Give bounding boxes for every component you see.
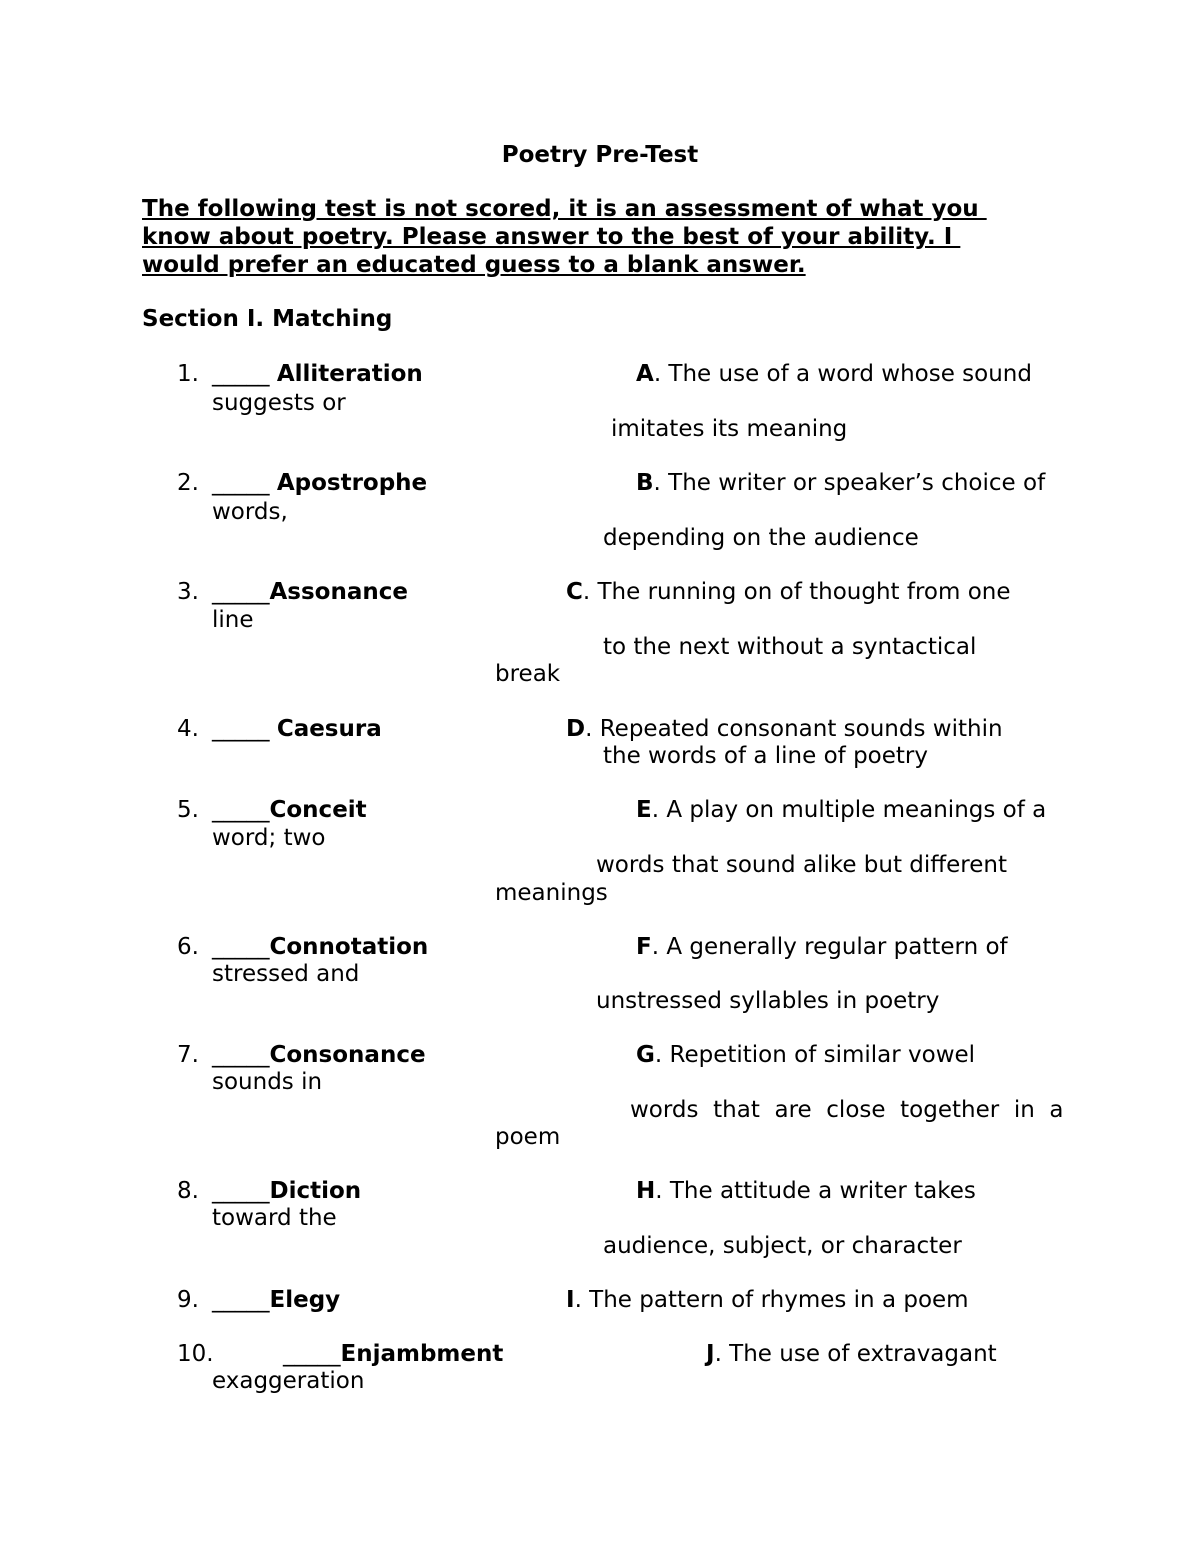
- definition-wrap: words,: [212, 499, 288, 525]
- item-number: 1.: [177, 361, 199, 387]
- definition-text: . A generally regular pattern of: [651, 934, 1008, 960]
- definition-letter: D: [566, 716, 586, 742]
- definition-first-line: [636, 1041, 975, 1069]
- blank-line: _____: [212, 1287, 270, 1313]
- answer-blank[interactable]: [212, 469, 427, 497]
- definition-continuation: the words of a line of poetry: [603, 743, 928, 769]
- definition-letter: E: [636, 797, 652, 823]
- blank-line: _____: [212, 1042, 270, 1068]
- answer-blank[interactable]: [283, 1340, 503, 1368]
- definition-first-line: [636, 1177, 976, 1205]
- item-number: 9.: [177, 1287, 199, 1313]
- answer-blank[interactable]: [212, 1177, 361, 1205]
- definition-first-line: [706, 1340, 997, 1368]
- answer-blank[interactable]: [212, 715, 382, 743]
- definition-text: . The running on of thought from one: [582, 579, 1011, 605]
- intro-line-3: would prefer an educated guess to a blank answer.: [142, 252, 806, 278]
- blank-line: _____: [212, 934, 270, 960]
- answer-blank[interactable]: [212, 933, 428, 961]
- definition-letter: I: [566, 1287, 575, 1313]
- definition-first-line: [566, 715, 1003, 743]
- definition-continuation: poem: [495, 1124, 561, 1150]
- term-label: Consonance: [269, 1042, 426, 1068]
- item-number: 8.: [177, 1178, 199, 1204]
- item-number: 5.: [177, 797, 199, 823]
- definition-continuation: break: [495, 661, 561, 687]
- item-number: 7.: [177, 1042, 199, 1068]
- blank-line: _____: [212, 716, 277, 742]
- term-label: Assonance: [269, 579, 408, 605]
- definition-first-line: [636, 796, 1046, 824]
- term-label: Connotation: [269, 934, 429, 960]
- definition-letter: G: [636, 1042, 655, 1068]
- blank-line: _____: [212, 1178, 270, 1204]
- intro-line-1: The following test is not scored, it is an assessment of what you: [142, 196, 987, 222]
- item-number: 10.: [177, 1341, 214, 1367]
- definition-letter: F: [636, 934, 652, 960]
- definition-continuation: depending on the audience: [603, 525, 919, 551]
- definition-wrap: word; two: [212, 825, 326, 851]
- definition-text: . The use of a word whose sound: [653, 361, 1032, 387]
- definition-wrap: stressed and: [212, 961, 360, 987]
- definition-text: . A play on multiple meanings of a: [651, 797, 1047, 823]
- definition-letter: C: [566, 579, 583, 605]
- blank-line: _____: [212, 579, 270, 605]
- section-heading: Section I. Matching: [142, 306, 393, 332]
- definition-text: . The attitude a writer takes: [655, 1178, 976, 1204]
- page-title: Poetry Pre-Test: [501, 142, 699, 168]
- term-label: Apostrophe: [276, 470, 428, 496]
- intro-line-2: know about poetry. Please answer to the best of your ability. I: [142, 224, 961, 250]
- definition-continuation: meanings: [495, 880, 608, 906]
- term-label: Caesura: [276, 716, 382, 742]
- definition-wrap: sounds in: [212, 1069, 323, 1095]
- definition-wrap: exaggeration: [212, 1368, 365, 1394]
- answer-blank[interactable]: [212, 578, 408, 606]
- definition-continuation: to the next without a syntactical: [603, 634, 977, 660]
- answer-blank[interactable]: [212, 796, 367, 824]
- definition-first-line: [566, 578, 1011, 606]
- definition-letter: J: [706, 1341, 715, 1367]
- definition-continuation: words that sound alike but different: [596, 852, 1007, 878]
- definition-text: . The writer or speaker’s choice of: [653, 470, 1046, 496]
- definition-first-line: [636, 469, 1045, 497]
- answer-blank[interactable]: [212, 1286, 340, 1314]
- item-number: 4.: [177, 716, 199, 742]
- definition-wrap: suggests or: [212, 390, 346, 416]
- answer-blank[interactable]: [212, 1041, 426, 1069]
- definition-text: . Repetition of similar vowel: [654, 1042, 976, 1068]
- item-number: 3.: [177, 579, 199, 605]
- definition-continuation: audience, subject, or character: [603, 1233, 962, 1259]
- definition-continuation: unstressed syllables in poetry: [596, 988, 940, 1014]
- definition-first-line: [636, 360, 1032, 388]
- blank-line: _____: [212, 361, 277, 387]
- item-number: 6.: [177, 934, 199, 960]
- blank-line: _____: [283, 1341, 341, 1367]
- definition-text: . The pattern of rhymes in a poem: [574, 1287, 969, 1313]
- term-label: Elegy: [269, 1287, 341, 1313]
- blank-line: _____: [212, 797, 270, 823]
- term-label: Diction: [269, 1178, 362, 1204]
- definition-first-line: [566, 1286, 969, 1314]
- item-number: 2.: [177, 470, 199, 496]
- definition-text: . The use of extravagant: [714, 1341, 997, 1367]
- definition-continuation: words that are close together in a: [630, 1097, 1064, 1123]
- definition-continuation: imitates its meaning: [611, 416, 848, 442]
- term-label: Conceit: [269, 797, 367, 823]
- term-label: Enjambment: [340, 1341, 504, 1367]
- definition-wrap: toward the: [212, 1205, 337, 1231]
- answer-blank[interactable]: [212, 360, 423, 388]
- blank-line: _____: [212, 470, 277, 496]
- definition-first-line: [636, 933, 1008, 961]
- definition-text: . Repeated consonant sounds within: [585, 716, 1003, 742]
- definition-letter: B: [636, 470, 654, 496]
- definition-wrap: line: [212, 607, 254, 633]
- definition-letter: H: [636, 1178, 656, 1204]
- term-label: Alliteration: [276, 361, 423, 387]
- definition-letter: A: [636, 361, 654, 387]
